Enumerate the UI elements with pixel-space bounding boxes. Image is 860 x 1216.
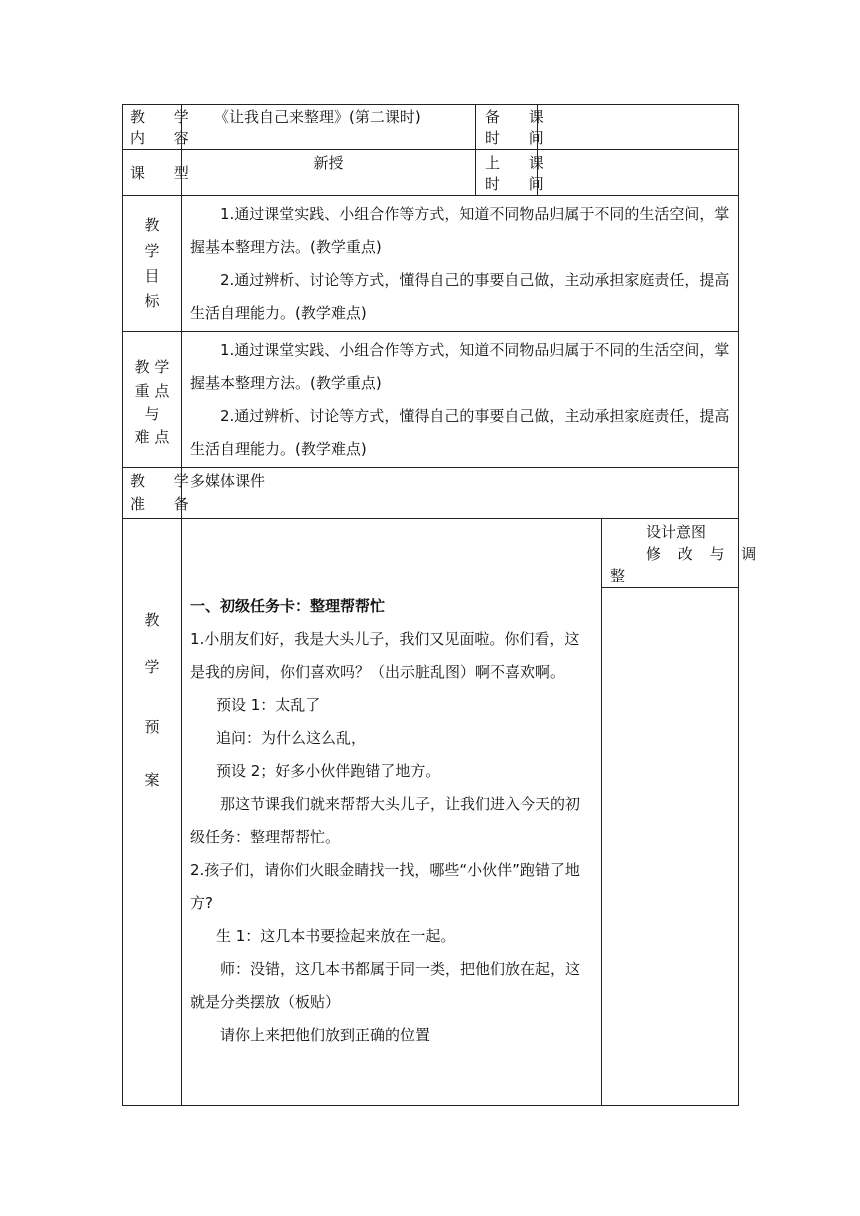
table-row-line — [122, 518, 739, 519]
side-header-design-intent: 设计意图 — [646, 523, 707, 541]
preparation-label-line2: 准 备 — [130, 495, 201, 513]
prep-time-label-line2: 时 间 — [485, 129, 556, 147]
table-border-top — [122, 104, 739, 105]
plan-paragraph: 1.小朋友们好，我是大头儿子，我们又见面啦。你们看，这是我的房间，你们喜欢吗？（出示脏乱图）啊不喜欢啊。 — [190, 630, 580, 681]
goal-item: 1.通过课堂实践、小组合作等方式，知道不同物品归属于不同的生活空间，掌握基本整理方法。(教学重点) — [190, 205, 730, 256]
table-border-right — [738, 104, 739, 1106]
header-column-line — [475, 104, 476, 196]
plan-paragraph: 师：没错，这几本书都属于同一类，把他们放在起，这就是分类摆放（板贴） — [190, 960, 581, 1011]
goals-content — [190, 198, 732, 330]
goals-label-char: 教 — [144, 216, 160, 234]
keypoint-item: 2.通过辨析、讨论等方式，懂得自己的事要自己做，主动承担家庭责任，提高生活自理能力。(教学难点) — [190, 407, 730, 458]
plan-paragraph: 请你上来把他们放到正确的位置 — [220, 1026, 431, 1044]
plan-content — [190, 590, 594, 1052]
preparation-label-line1: 教 学 — [130, 472, 201, 490]
side-header-revise: 修 改 与 调 — [646, 545, 763, 563]
plan-paragraph: 那这节课我们就来帮帮大头儿子，让我们进入今天的初级任务：整理帮帮忙。 — [190, 795, 581, 846]
keypoint-item: 1.通过课堂实践、小组合作等方式，知道不同物品归属于不同的生活空间，掌握基本整理方法。(教学重点) — [190, 341, 730, 392]
table-border-bottom — [122, 1105, 739, 1106]
content-value: 《让我自己来整理》(第二课时) — [214, 108, 421, 126]
plan-label-char: 学 — [144, 658, 160, 676]
preparation-value: 多媒体课件 — [190, 472, 266, 490]
content-label-line1: 教 学 — [130, 108, 201, 126]
keypoints-label-line: 与 — [144, 405, 160, 423]
table-row-line — [122, 149, 739, 150]
keypoints-label-line: 教 学 — [134, 358, 170, 376]
goals-label-char: 学 — [144, 242, 160, 260]
plan-label-char: 预 — [144, 718, 160, 736]
keypoints-content — [190, 334, 732, 466]
side-header-line — [601, 587, 739, 588]
prep-time-label-line1: 备 课 — [485, 108, 556, 126]
table-row-line — [122, 195, 739, 196]
plan-paragraph: 2.孩子们，请你们火眼金睛找一找，哪些“小伙伴”跑错了地方? — [190, 861, 580, 912]
plan-paragraph: 预设 2；好多小伙伴跑错了地方。 — [216, 762, 441, 780]
table-row-line — [122, 331, 739, 332]
content-label-line2: 内 容 — [130, 129, 201, 147]
keypoints-label-line: 重 点 — [134, 382, 170, 400]
plan-label-char: 案 — [144, 771, 160, 789]
class-time-label-line1: 上 课 — [485, 154, 556, 172]
section-title: 一、初级任务卡：整理帮帮忙 — [190, 597, 386, 615]
goals-label-char: 标 — [144, 292, 160, 310]
type-label: 课 型 — [130, 164, 201, 182]
keypoints-label-line: 难 点 — [134, 428, 170, 446]
side-header-revise-end: 整 — [610, 567, 626, 585]
plan-paragraph: 预设 1：太乱了 — [216, 696, 321, 714]
goal-item: 2.通过辨析、讨论等方式，懂得自己的事要自己做，主动承担家庭责任，提高生活自理能力。(教学难点) — [190, 271, 730, 322]
type-value: 新授 — [313, 154, 344, 172]
plan-paragraph: 生 1：这几本书要捡起来放在一起。 — [216, 927, 456, 945]
side-column-line — [601, 518, 602, 1106]
goals-label-char: 目 — [144, 267, 160, 285]
class-time-label-line2: 时 间 — [485, 175, 556, 193]
plan-label-char: 教 — [144, 611, 160, 629]
table-row-line — [122, 467, 739, 468]
plan-paragraph: 追问：为什么这么乱， — [216, 729, 367, 747]
